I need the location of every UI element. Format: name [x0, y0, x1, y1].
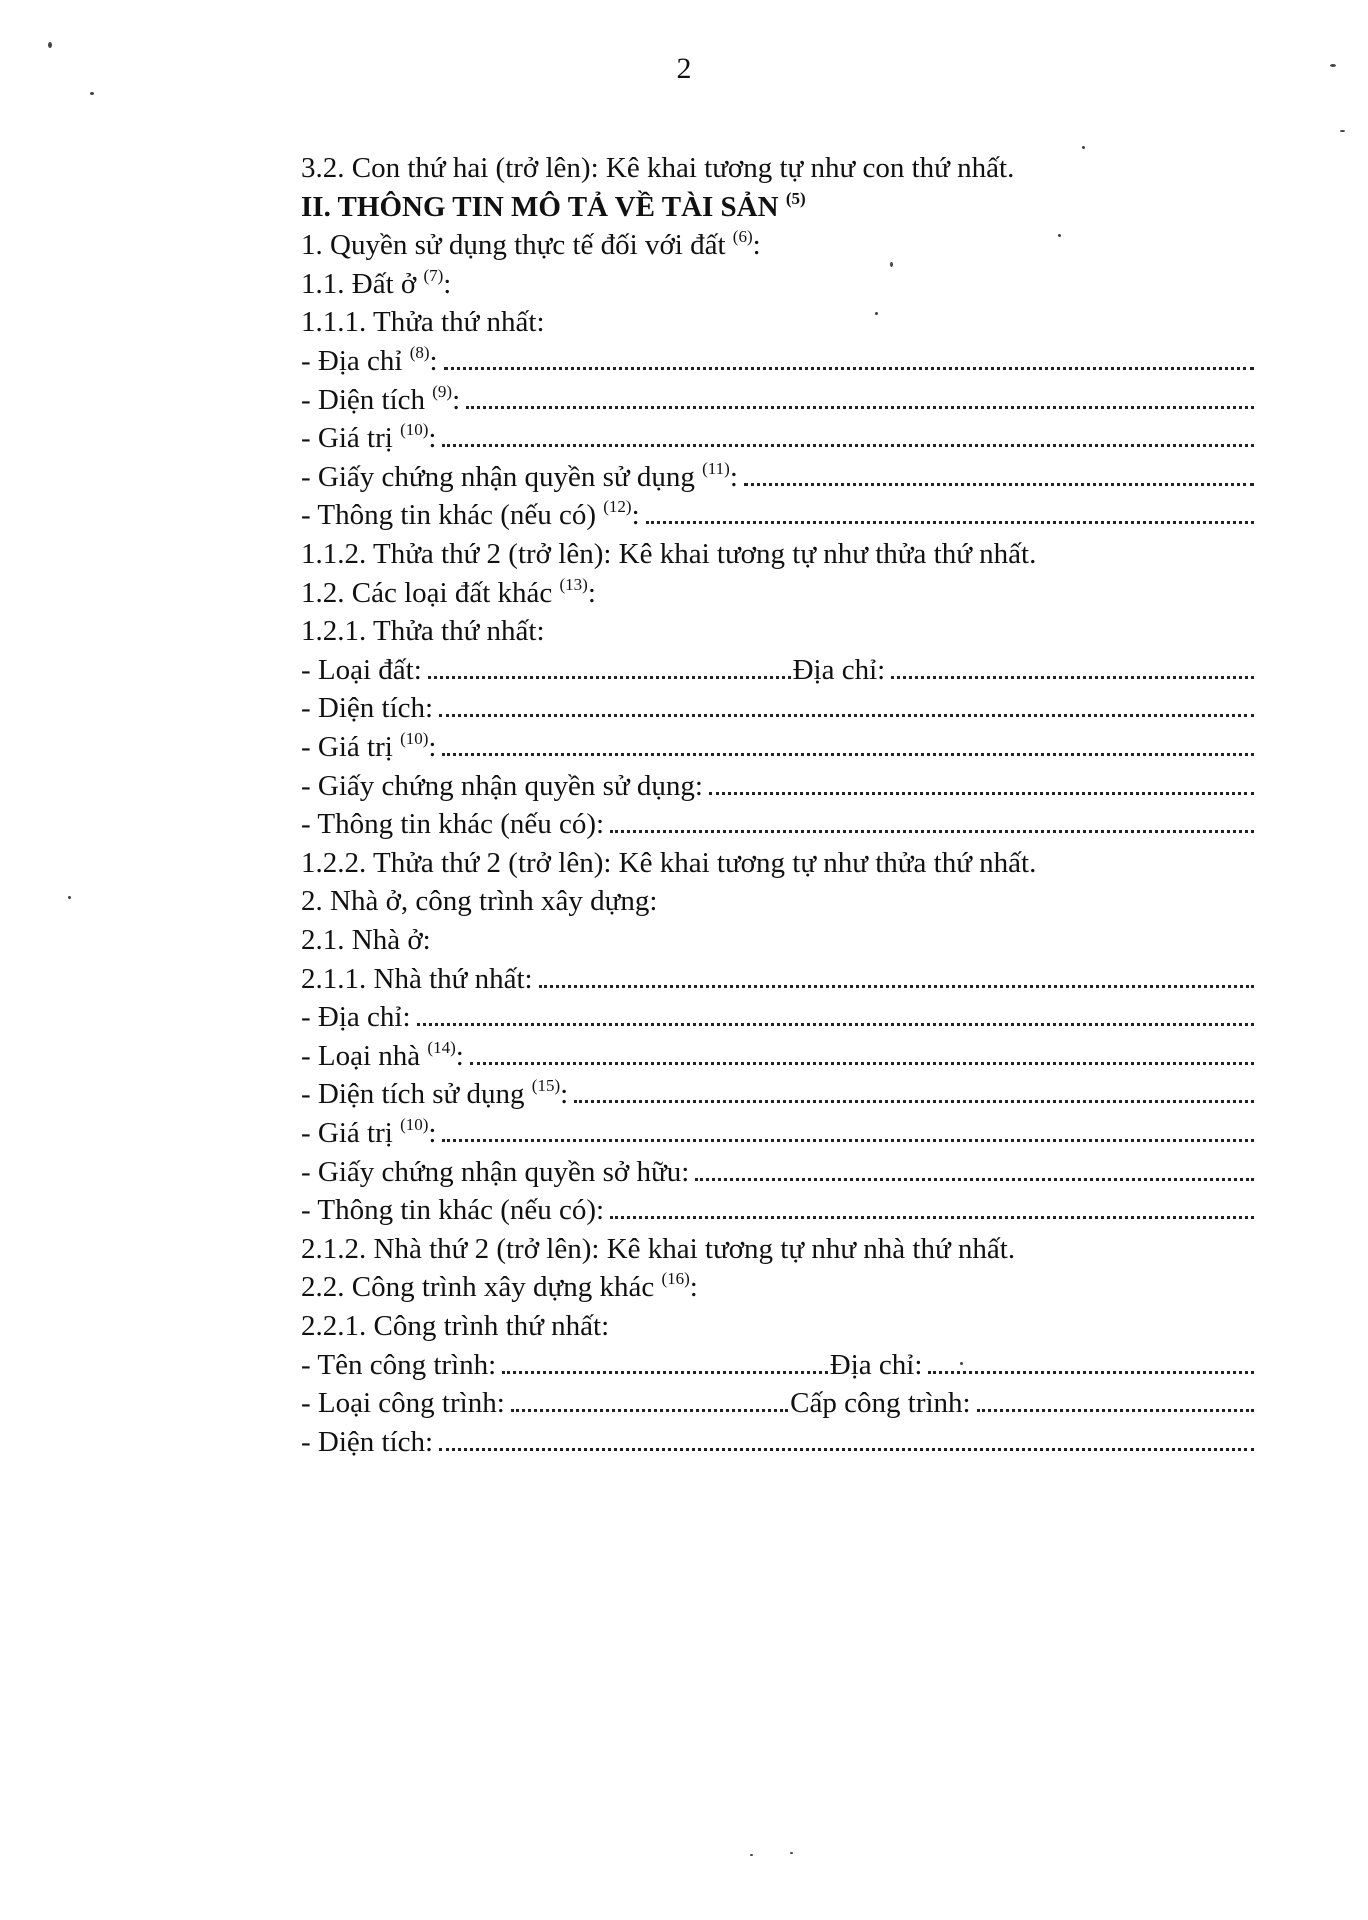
field-colon: : — [631, 499, 640, 531]
footnote-ref: (5) — [785, 189, 806, 208]
field-label — [301, 688, 433, 728]
fill-in-blank[interactable] — [977, 1385, 1254, 1412]
field-label-text: - Thông tin khác (nếu có): — [301, 1194, 605, 1226]
text-line — [301, 534, 1256, 574]
line-text: 3.2. Con thứ hai (trở lên): Kê khai tương tự như con thứ nhất. — [301, 152, 1015, 184]
field-dien-tich — [301, 1422, 1256, 1462]
fill-in-blank[interactable] — [442, 729, 1254, 756]
field-colon: : — [428, 1117, 437, 1149]
field-label — [301, 457, 738, 497]
fill-in-blank[interactable] — [539, 961, 1254, 988]
footnote-ref: (16) — [661, 1269, 690, 1288]
scan-speck — [890, 262, 893, 267]
field-label-text: - Giấy chứng nhận quyền sử dụng — [301, 461, 695, 493]
field-thong-tin-khac-neu-co — [301, 804, 1256, 844]
field-label-text: - Diện tích — [301, 384, 426, 416]
scan-speck — [1082, 146, 1085, 149]
footnote-ref: (6) — [732, 227, 753, 246]
fill-in-blank[interactable] — [442, 1115, 1254, 1142]
fill-in-blank[interactable] — [610, 1192, 1254, 1219]
text-line — [301, 611, 1256, 651]
field-label — [301, 495, 640, 535]
field-label — [301, 1152, 689, 1192]
field-label-text: - Giấy chứng nhận quyền sở hữu: — [301, 1156, 690, 1188]
line-colon: : — [587, 577, 596, 609]
line-text: 1.2. Các loại đất khác — [301, 577, 553, 609]
text-line — [301, 920, 1256, 960]
fill-in-blank[interactable] — [891, 652, 1254, 679]
field-label — [301, 341, 438, 381]
fill-in-blank[interactable] — [417, 999, 1254, 1026]
footnote-ref: (15) — [531, 1076, 561, 1095]
scan-speck — [90, 92, 94, 95]
field-label-text: - Tên công trình: — [301, 1349, 497, 1381]
text-line — [301, 302, 1256, 342]
text-line — [301, 573, 1256, 613]
field-label-text: - Giá trị — [301, 731, 393, 763]
fill-in-blank[interactable] — [695, 1154, 1254, 1181]
field-label-text: 2.1.1. Nhà thứ nhất: — [301, 963, 533, 995]
line-text: 1.1. Đất ở — [301, 268, 417, 300]
fill-in-blank[interactable] — [502, 1347, 828, 1374]
footnote-ref: (11) — [702, 459, 730, 478]
line-colon: : — [443, 268, 452, 300]
line-colon: : — [752, 229, 761, 261]
footnote-ref: (8) — [409, 343, 430, 362]
section-heading — [301, 187, 1256, 227]
scan-speck — [1340, 130, 1345, 132]
fill-in-blank[interactable] — [466, 382, 1254, 409]
fill-in-blank[interactable] — [470, 1038, 1254, 1065]
field-label-text: - Thông tin khác (nếu có): — [301, 808, 605, 840]
field-label — [301, 1190, 604, 1230]
fill-in-blank[interactable] — [744, 459, 1254, 486]
line-text: 1.2.2. Thửa thứ 2 (trở lên): Kê khai tương tự như thửa thứ nhất. — [301, 847, 1037, 879]
line-text: 1.2.1. Thửa thứ nhất: — [301, 615, 545, 647]
field-colon: : — [560, 1078, 569, 1110]
scan-speck — [48, 42, 52, 48]
fill-in-blank[interactable] — [444, 343, 1254, 370]
field-label-text: - Địa chỉ — [301, 345, 403, 377]
scan-speck — [750, 1854, 753, 1856]
text-line — [301, 1229, 1256, 1269]
field-label — [301, 959, 533, 999]
fill-in-blank[interactable] — [610, 806, 1254, 833]
field-dien-tich-su-dung — [301, 1074, 1256, 1114]
field-loai-cong-trinh — [301, 1383, 1256, 1423]
line-text: 1.1.1. Thửa thứ nhất: — [301, 306, 545, 338]
field-label-text: - Thông tin khác (nếu có) — [301, 499, 597, 531]
field-gia-tri — [301, 1113, 1256, 1153]
line-text: 2.2.1. Công trình thứ nhất: — [301, 1310, 610, 1342]
field-giay-chung-nhan-quyen-su-dung — [301, 766, 1256, 806]
field-giay-chung-nhan-quyen-su-dung — [301, 457, 1256, 497]
field-label — [301, 727, 436, 767]
field-label-secondary: Địa chỉ: — [792, 654, 886, 686]
field-label — [301, 766, 703, 806]
field-loai-nha — [301, 1036, 1256, 1076]
field-dien-tich — [301, 380, 1256, 420]
field-label-text: - Địa chỉ: — [301, 1001, 411, 1033]
footnote-ref: (14) — [427, 1038, 456, 1057]
text-line — [301, 225, 1256, 265]
field-label — [301, 1074, 568, 1114]
field-colon: : — [429, 345, 438, 377]
footnote-ref: (10) — [400, 420, 429, 439]
field-label — [301, 1345, 496, 1385]
text-line — [301, 148, 1256, 188]
scan-speck — [790, 1852, 793, 1854]
fill-in-blank[interactable] — [511, 1385, 788, 1412]
field-label — [301, 418, 436, 458]
field-gia-tri — [301, 418, 1256, 458]
field-label — [301, 1422, 433, 1462]
field-label — [301, 804, 604, 844]
field-label-text: - Loại đất: — [301, 654, 422, 686]
field-label — [301, 380, 460, 420]
fill-in-blank[interactable] — [709, 768, 1254, 795]
field-label-text: - Diện tích: — [301, 692, 434, 724]
field-label — [301, 1113, 436, 1153]
field-label-secondary: Địa chỉ: — [829, 1349, 923, 1381]
line-colon: : — [689, 1271, 698, 1303]
field-label — [301, 997, 411, 1037]
scan-speck — [1058, 234, 1061, 237]
scan-speck — [875, 312, 878, 315]
field-colon: : — [428, 422, 437, 454]
field-label-text: - Loại nhà — [301, 1040, 421, 1072]
scan-speck — [68, 896, 71, 899]
field-dia-chi — [301, 997, 1256, 1037]
text-line — [301, 1306, 1256, 1346]
field-colon: : — [455, 1040, 464, 1072]
scan-speck — [960, 1362, 963, 1365]
field-label-text: - Diện tích sử dụng — [301, 1078, 525, 1110]
footnote-ref: (7) — [423, 266, 444, 285]
text-line — [301, 843, 1256, 883]
footnote-ref: (10) — [400, 1115, 429, 1134]
field-colon: : — [428, 731, 437, 763]
page-number: 2 — [676, 52, 692, 85]
field-gia-tri — [301, 727, 1256, 767]
fill-in-blank[interactable] — [646, 497, 1254, 524]
field-label-text: - Giấy chứng nhận quyền sử dụng: — [301, 770, 703, 802]
footnote-ref: (9) — [432, 382, 453, 401]
text-line — [301, 881, 1256, 921]
field-dia-chi — [301, 341, 1256, 381]
field-colon: : — [452, 384, 461, 416]
text-line — [301, 264, 1256, 304]
field-loai-dat — [301, 650, 1256, 690]
fill-in-blank[interactable] — [439, 1424, 1254, 1451]
footnote-ref: (12) — [603, 497, 632, 516]
line-text: 1. Quyền sử dụng thực tế đối với đất — [301, 229, 726, 261]
scan-speck — [1330, 64, 1336, 67]
field-label-text: - Diện tích: — [301, 1426, 434, 1458]
field-ten-cong-trinh — [301, 1345, 1256, 1385]
footnote-ref: (13) — [559, 575, 588, 594]
field-label — [301, 650, 422, 690]
field-label — [301, 1036, 464, 1076]
field-dien-tich — [301, 688, 1256, 728]
text-line — [301, 1267, 1256, 1307]
line-text: 2.1. Nhà ở: — [301, 924, 431, 956]
field-colon: : — [729, 461, 738, 493]
field-thong-tin-khac-neu-co — [301, 495, 1256, 535]
field-label-secondary: Cấp công trình: — [790, 1387, 971, 1419]
field-thong-tin-khac-neu-co — [301, 1190, 1256, 1230]
field-label-text: - Loại công trình: — [301, 1387, 505, 1419]
fill-in-blank[interactable] — [442, 420, 1254, 447]
field-label-text: - Giá trị — [301, 1117, 393, 1149]
field-2-1-1-nha-thu-nhat — [301, 959, 1256, 999]
line-text: 1.1.2. Thửa thứ 2 (trở lên): Kê khai tương tự như thửa thứ nhất. — [301, 538, 1037, 570]
line-text: 2.2. Công trình xây dựng khác — [301, 1271, 655, 1303]
field-giay-chung-nhan-quyen-so-huu — [301, 1152, 1256, 1192]
fill-in-blank[interactable] — [439, 690, 1254, 717]
line-text: II. THÔNG TIN MÔ TẢ VỀ TÀI SẢN — [301, 191, 779, 223]
field-label — [301, 1383, 505, 1423]
fill-in-blank[interactable] — [928, 1347, 1254, 1374]
line-text: 2.1.2. Nhà thứ 2 (trở lên): Kê khai tương tự như nhà thứ nhất. — [301, 1233, 1016, 1265]
field-label-text: - Giá trị — [301, 422, 393, 454]
line-text: 2. Nhà ở, công trình xây dựng: — [301, 885, 658, 917]
footnote-ref: (10) — [400, 729, 429, 748]
fill-in-blank[interactable] — [428, 652, 791, 679]
fill-in-blank[interactable] — [574, 1076, 1254, 1103]
